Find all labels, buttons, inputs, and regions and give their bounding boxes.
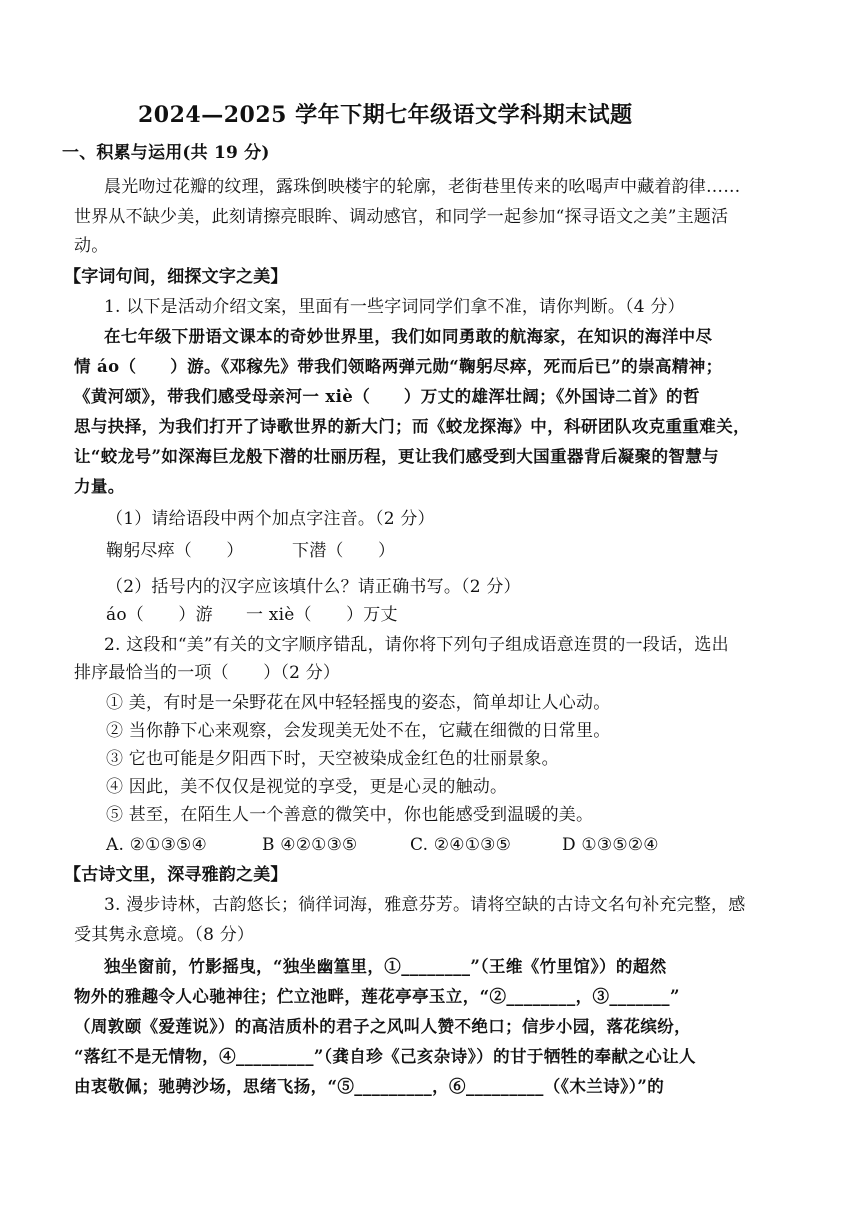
q2-item-4: ④ 因此，美不仅仅是视觉的享受，更是心灵的触动。 [106,777,508,797]
q3-passage-line-3: （周敦颐《爱莲说》）的高洁质朴的君子之风叫人赞不绝口；信步小园，落花缤纷， [74,1017,692,1036]
q1-passage-line-5: 让“蛟龙号”如深海巨龙般下潜的壮丽历程，更让我们感受到大国重器背后凝聚的智慧与 [74,447,720,466]
q1-passage-line-4: 思与抉择，为我们打开了诗歌世界的新大门；而《蛟龙探海》中，科研团队攻克重重难关， [74,417,750,436]
question-1-stem: 1. 以下是活动介绍文案，里面有一些字词同学们拿不准，请你判断。（4 分） [104,297,685,317]
q1-sub2-blank-1[interactable]: áo（ ）游 [106,605,213,625]
q3-passage-line-4: “落红不是无情物，④_________”（龚自珍《己亥杂诗》）的甘于牺牲的奉献之心让人 [74,1047,696,1066]
intro-line-2: 世界从不缺少美，此刻请擦亮眼眸、调动感官，和同学一起参加“探寻语文之美”主题活 [74,207,729,227]
q1-sub2-blank-2[interactable]: 一 xiè（ ）万丈 [246,605,398,625]
q1-passage-line-2: 情 áo（ ）游。《邓稼先》带我们领略两弹元勋“鞠躬尽瘁，死而后已”的崇高精神； [74,357,723,376]
q3-passage-line-1: 独坐窗前，竹影摇曳，“独坐幽篁里，①________”（王维《竹里馆》）的超然 [104,957,667,976]
q2-option-c[interactable]: C. ②④①③⑤ [410,835,512,855]
part-1-heading: 【字词句间，细探文字之美】 [64,267,288,287]
q2-option-a[interactable]: A. ②①③⑤④ [106,835,207,855]
section-1-heading: 一、积累与运用(共 19 分) [62,143,270,163]
intro-line-1: 晨光吻过花瓣的纹理，露珠倒映楼宇的轮廓，老街巷里传来的吆喝声中藏着韵律…… [104,177,741,197]
q2-item-3: ③ 它也可能是夕阳西下时，天空被染成金红色的壮丽景象。 [106,749,559,769]
q1-sub1-blank-1[interactable]: 鞠躬尽瘁（ ） [106,541,244,561]
q2-option-d[interactable]: D ①③⑤②④ [562,835,659,855]
q1-passage-line-1: 在七年级下册语文课本的奇妙世界里，我们如同勇敢的航海家，在知识的海洋中尽 [104,327,713,346]
question-2-stem-line-2: 排序最恰当的一项（ ）（2 分） [74,663,341,683]
q1-sub1-blank-2[interactable]: 下潜（ ） [292,541,396,561]
q1-sub1-stem: （1）请给语段中两个加点字注音。（2 分） [106,509,435,529]
q2-item-1: ① 美，有时是一朵野花在风中轻轻摇曳的姿态，简单却让人心动。 [106,693,611,713]
question-3-stem-line-1: 3. 漫步诗林，古韵悠长；徜徉词海，雅意芬芳。请将空缺的古诗文名句补充完整，感 [104,895,746,915]
part-2-heading: 【古诗文里，深寻雅韵之美】 [64,865,288,885]
intro-line-3: 动。 [74,236,109,256]
q3-passage-line-5: 由衷敬佩；驰骋沙场，思绪飞扬，“⑤_________，⑥_________（《木兰诗》）”的 [74,1077,665,1096]
question-3-stem-line-2: 受其隽永意境。（8 分） [74,925,255,945]
q2-item-2: ② 当你静下心来观察，会发现美无处不在，它藏在细微的日常里。 [106,721,611,741]
q1-passage-line-3: 《黄河颂》，带我们感受母亲河一 xiè（ ）万丈的雄浑壮阔；《外国诗二首》的哲 [74,387,700,406]
q1-passage-line-6: 力量。 [74,477,125,496]
q3-passage-line-2: 物外的雅趣令人心驰神往；伫立池畔，莲花亭亭玉立，“②________，③_______” [74,987,680,1006]
q2-item-5: ⑤ 甚至，在陌生人一个善意的微笑中，你也能感受到温暖的美。 [106,805,594,825]
question-2-stem-line-1: 2. 这段和“美”有关的文字顺序错乱，请你将下列句子组成语意连贯的一段话，选出 [104,635,729,655]
q2-option-b[interactable]: B ④②①③⑤ [262,835,358,855]
q1-sub2-stem: （2）括号内的汉字应该填什么？请正确书写。（2 分） [106,577,521,597]
exam-title: 2024—2025 学年下期七年级语文学科期末试题 [138,102,633,128]
